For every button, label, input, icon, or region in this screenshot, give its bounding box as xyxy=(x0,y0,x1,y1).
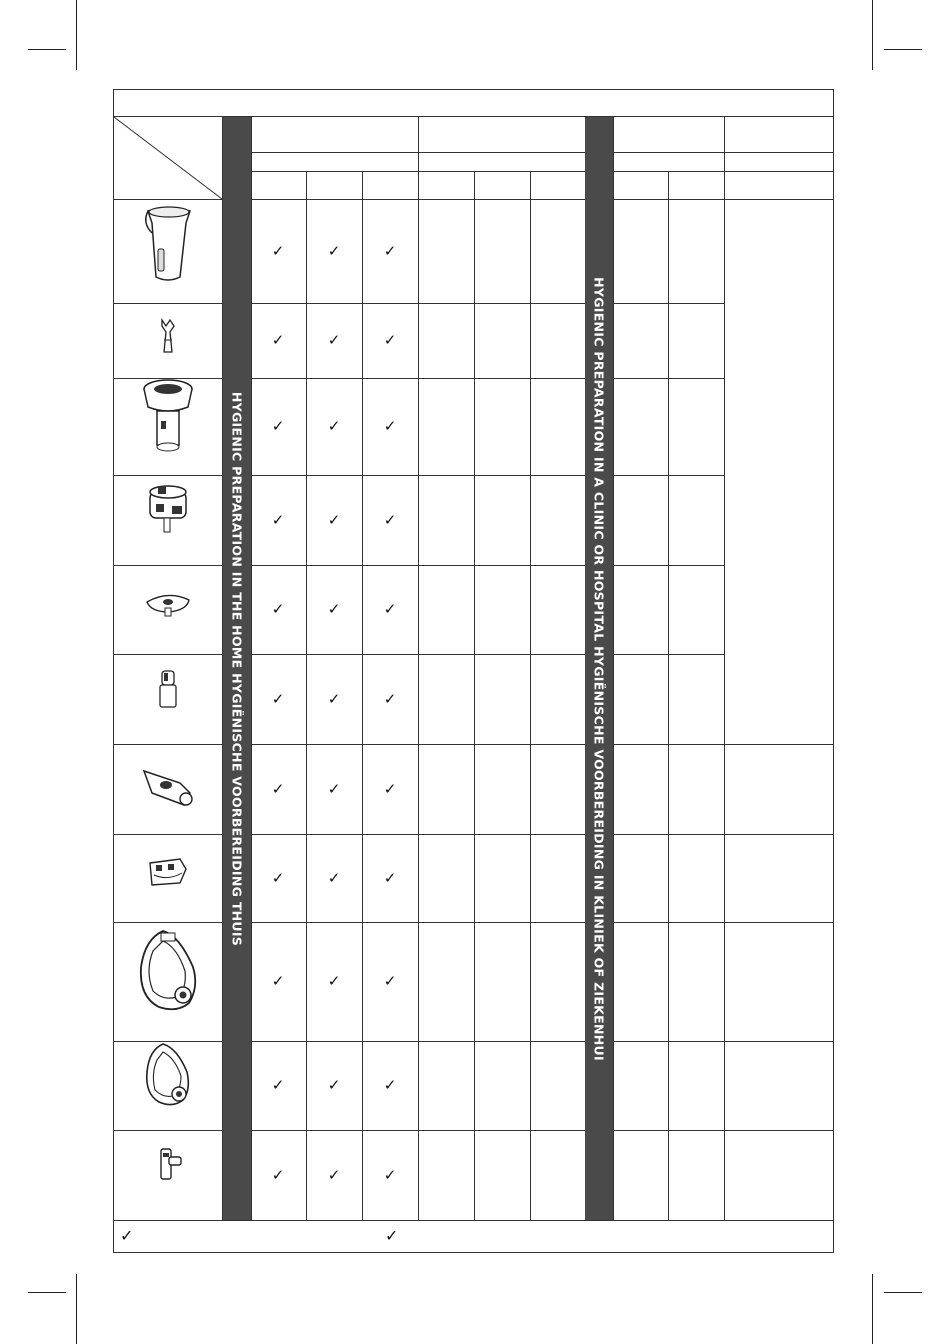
check-mark: ✓ xyxy=(327,510,341,529)
check-mark: ✓ xyxy=(383,972,397,990)
check-mark: ✓ xyxy=(271,241,285,260)
col-line xyxy=(530,171,531,1220)
check-mark: ✓ xyxy=(383,1076,397,1094)
row-line xyxy=(114,744,223,745)
check-mark: ✓ xyxy=(327,972,341,990)
row-line xyxy=(114,1130,223,1131)
row-line xyxy=(724,1130,833,1131)
row-line xyxy=(114,922,223,923)
baffle-icon xyxy=(143,588,193,620)
clinic-band-label: HYGIENIC PREPARATION IN A CLINIC OR HOSPITAL HYGIËNISCHE VOORBEREIDING IN KLINIEK OF ZIEKENHUI xyxy=(591,276,607,1061)
check-mark: ✓ xyxy=(327,1165,341,1184)
check-mark: ✓ xyxy=(327,331,341,349)
check-mark: ✓ xyxy=(383,241,397,260)
nozzle-icon xyxy=(156,667,180,715)
check-mark: ✓ xyxy=(383,331,397,349)
crop-mark xyxy=(872,0,873,70)
nebulizer-top-icon xyxy=(140,377,196,461)
row-line xyxy=(114,565,223,566)
check-mark: ✓ xyxy=(271,1076,285,1094)
check-mark: ✓ xyxy=(327,600,341,618)
col-line xyxy=(474,171,475,1220)
check-mark: ✓ xyxy=(271,510,285,529)
check-mark: ✓ xyxy=(383,689,397,708)
check-mark: ✓ xyxy=(383,868,397,887)
row-line xyxy=(114,654,223,655)
crop-mark xyxy=(28,49,66,50)
row-line xyxy=(114,303,223,304)
check-mark: ✓ xyxy=(383,1165,397,1184)
row-line xyxy=(724,1041,833,1042)
col-line xyxy=(668,171,669,1220)
check-mark: ✓ xyxy=(383,779,397,798)
mouthpiece-icon xyxy=(138,763,198,811)
check-mark: ✓ xyxy=(271,417,285,435)
header-diagonal xyxy=(114,117,222,199)
row-line xyxy=(724,744,833,745)
child-mask-icon xyxy=(141,1040,195,1112)
col-line xyxy=(251,116,252,1220)
check-mark: ✓ xyxy=(271,972,285,990)
row-line xyxy=(114,834,223,835)
crop-mark xyxy=(76,0,77,70)
col-line xyxy=(362,171,363,1220)
check-mark: ✓ xyxy=(327,779,341,798)
crop-mark xyxy=(28,1292,66,1293)
check-mark: ✓ xyxy=(383,510,397,529)
check-mark: ✓ xyxy=(327,417,341,435)
check-mark: ✓ xyxy=(383,600,397,618)
row-line xyxy=(114,475,223,476)
check-mark: ✓ xyxy=(327,1076,341,1094)
check-mark: ✓ xyxy=(271,331,285,349)
row-line xyxy=(114,1220,833,1221)
crop-mark xyxy=(884,1292,922,1293)
home-band xyxy=(223,117,251,1220)
col-line xyxy=(724,116,725,1220)
adult-mask-icon xyxy=(133,927,203,1017)
crop-mark xyxy=(76,1274,77,1344)
row-line xyxy=(724,922,833,923)
check-mark: ✓ xyxy=(327,689,341,708)
clinic-band xyxy=(585,117,613,1220)
col-line xyxy=(306,171,307,1220)
inspiratory-valve-icon xyxy=(156,316,180,356)
footer-second-check: ✓ xyxy=(385,1226,399,1245)
check-mark: ✓ xyxy=(327,868,341,887)
footer-legend-check: ✓ xyxy=(120,1226,134,1245)
check-mark: ✓ xyxy=(271,600,285,618)
check-mark: ✓ xyxy=(327,241,341,260)
angle-connector-icon xyxy=(151,1147,185,1183)
header-line xyxy=(613,152,833,153)
crop-mark xyxy=(884,49,922,50)
header-line xyxy=(613,171,833,172)
crop-mark xyxy=(872,1274,873,1344)
col-line xyxy=(418,116,419,1220)
check-mark: ✓ xyxy=(271,1165,285,1184)
home-band-label: HYGIENIC PREPARATION IN THE HOME HYGIËNISCHE VOORBEREIDING THUIS xyxy=(229,391,245,946)
row-line xyxy=(724,834,833,835)
nebulizer-cup-icon xyxy=(140,203,196,283)
check-mark: ✓ xyxy=(383,417,397,435)
col-line xyxy=(613,116,614,1220)
expiratory-valve-icon xyxy=(146,855,190,889)
nebulizer-insert-icon xyxy=(142,478,194,542)
check-mark: ✓ xyxy=(271,689,285,708)
check-mark: ✓ xyxy=(271,779,285,798)
check-mark: ✓ xyxy=(271,868,285,887)
